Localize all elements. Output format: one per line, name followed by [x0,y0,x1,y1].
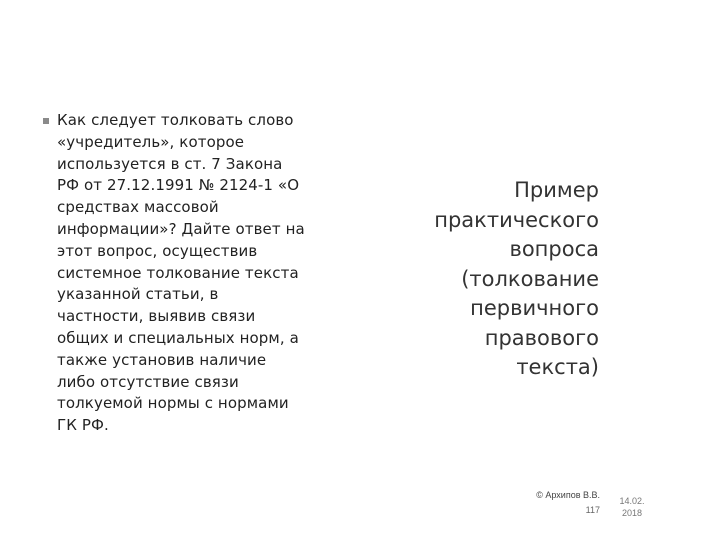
footer-date-line1: 14.02. [619,496,645,506]
footer-author: © Архипов В.В. [536,490,600,500]
question-text: Как следует толковать слово «учредитель», которое используется в ст. 7 Закона РФ от 27.12.1991 № 2124-1 «О средствах массовой информации»? Дайте ответ на этот вопрос, осуществив системное толкование текста указанной статьи, в частности, выявив связи общих и специальных норм, а также установив наличие либо отсутствие связи толкуемой нормы с нормами ГК РФ. [57,111,305,435]
footer-date [612,495,652,519]
page-number: 117 [585,505,600,515]
question-bullet [46,110,308,437]
footer-date-line2: 2018 [621,508,643,518]
side-title: Пример практического вопроса (толкование первичного правового текста) [434,178,599,379]
bullet-square-icon [43,118,49,124]
